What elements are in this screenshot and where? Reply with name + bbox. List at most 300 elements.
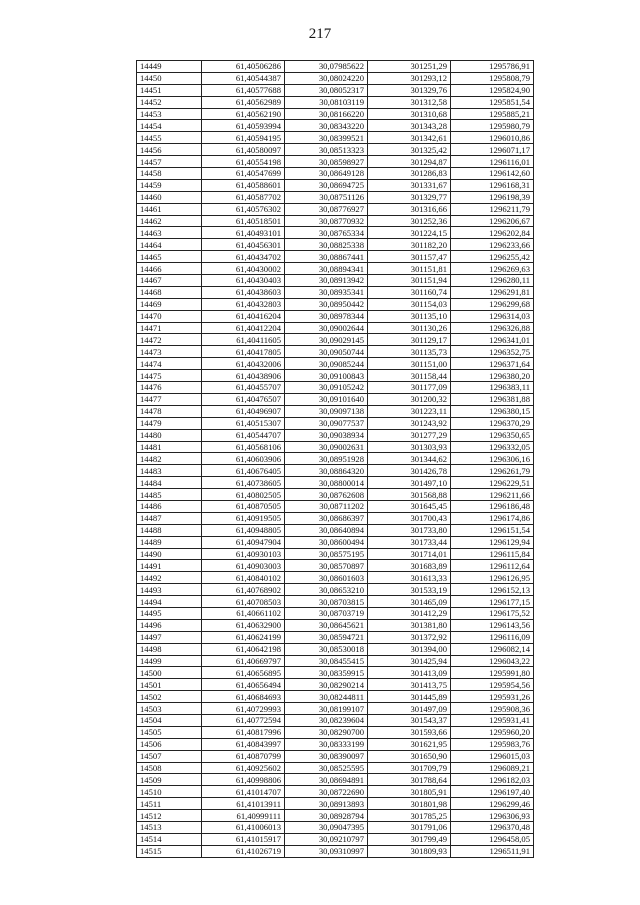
- table-row: [137, 286, 534, 298]
- latitude-cell: 61,40802505: [202, 489, 285, 501]
- latitude-cell: 61,40554198: [202, 156, 285, 168]
- table-row: [137, 334, 534, 346]
- table-row: [137, 465, 534, 477]
- y-coordinate-cell: 1296269,63: [451, 263, 534, 275]
- longitude-cell: 30,09002631: [285, 441, 368, 453]
- y-coordinate-cell: 1296175,52: [451, 607, 534, 619]
- latitude-cell: 61,40476507: [202, 393, 285, 405]
- latitude-cell: 61,40411605: [202, 334, 285, 346]
- longitude-cell: 30,08867441: [285, 251, 368, 263]
- latitude-cell: 61,40455707: [202, 382, 285, 394]
- y-coordinate-cell: 1296112,64: [451, 560, 534, 572]
- x-coordinate-cell: 301394,00: [368, 643, 451, 655]
- latitude-cell: 61,40919505: [202, 512, 285, 524]
- longitude-cell: 30,08694891: [285, 774, 368, 786]
- point-id-cell: 14512: [137, 810, 202, 822]
- latitude-cell: 61,40729993: [202, 703, 285, 715]
- table-row: [137, 584, 534, 596]
- latitude-cell: 61,40456301: [202, 239, 285, 251]
- longitude-cell: 30,08950442: [285, 298, 368, 310]
- latitude-cell: 61,40432803: [202, 298, 285, 310]
- coordinates-table-body: [137, 61, 534, 858]
- longitude-cell: 30,08800014: [285, 477, 368, 489]
- table-row: [137, 156, 534, 168]
- latitude-cell: 61,40948805: [202, 524, 285, 536]
- y-coordinate-cell: 1296129,94: [451, 536, 534, 548]
- table-row: [137, 762, 534, 774]
- longitude-cell: 30,08913893: [285, 798, 368, 810]
- x-coordinate-cell: 301160,74: [368, 286, 451, 298]
- point-id-cell: 14504: [137, 714, 202, 726]
- latitude-cell: 61,40624199: [202, 631, 285, 643]
- latitude-cell: 61,40903003: [202, 560, 285, 572]
- y-coordinate-cell: 1296332,05: [451, 441, 534, 453]
- latitude-cell: 61,40669797: [202, 655, 285, 667]
- y-coordinate-cell: 1296291,81: [451, 286, 534, 298]
- x-coordinate-cell: 301151,94: [368, 275, 451, 287]
- point-id-cell: 14473: [137, 346, 202, 358]
- x-coordinate-cell: 301543,37: [368, 714, 451, 726]
- x-coordinate-cell: 301243,92: [368, 417, 451, 429]
- x-coordinate-cell: 301344,62: [368, 453, 451, 465]
- table-row: [137, 405, 534, 417]
- longitude-cell: 30,08951928: [285, 453, 368, 465]
- longitude-cell: 30,09097138: [285, 405, 368, 417]
- longitude-cell: 30,09105242: [285, 382, 368, 394]
- table-row: [137, 548, 534, 560]
- latitude-cell: 61,41006013: [202, 822, 285, 834]
- longitude-cell: 30,08570897: [285, 560, 368, 572]
- latitude-cell: 61,40493101: [202, 227, 285, 239]
- longitude-cell: 30,08928794: [285, 810, 368, 822]
- latitude-cell: 61,40594195: [202, 132, 285, 144]
- point-id-cell: 14500: [137, 667, 202, 679]
- y-coordinate-cell: 1295808,79: [451, 72, 534, 84]
- x-coordinate-cell: 301413,09: [368, 667, 451, 679]
- table-row: [137, 441, 534, 453]
- latitude-cell: 61,40587702: [202, 191, 285, 203]
- x-coordinate-cell: 301805,91: [368, 786, 451, 798]
- latitude-cell: 61,40772594: [202, 714, 285, 726]
- table-row: [137, 560, 534, 572]
- point-id-cell: 14472: [137, 334, 202, 346]
- latitude-cell: 61,40870505: [202, 500, 285, 512]
- table-row: [137, 120, 534, 132]
- y-coordinate-cell: 1296115,84: [451, 548, 534, 560]
- table-row: [137, 512, 534, 524]
- longitude-cell: 30,08513323: [285, 144, 368, 156]
- table-row: [137, 346, 534, 358]
- point-id-cell: 14465: [137, 251, 202, 263]
- table-row: [137, 61, 534, 73]
- table-row: [137, 179, 534, 191]
- x-coordinate-cell: 301645,45: [368, 500, 451, 512]
- point-id-cell: 14489: [137, 536, 202, 548]
- point-id-cell: 14494: [137, 596, 202, 608]
- x-coordinate-cell: 301733,80: [368, 524, 451, 536]
- y-coordinate-cell: 1296306,93: [451, 810, 534, 822]
- table-row: [137, 227, 534, 239]
- latitude-cell: 61,40544707: [202, 429, 285, 441]
- longitude-cell: 30,08600494: [285, 536, 368, 548]
- point-id-cell: 14505: [137, 726, 202, 738]
- y-coordinate-cell: 1296182,03: [451, 774, 534, 786]
- longitude-cell: 30,08594721: [285, 631, 368, 643]
- latitude-cell: 61,40999111: [202, 810, 285, 822]
- y-coordinate-cell: 1296202,84: [451, 227, 534, 239]
- longitude-cell: 30,09038934: [285, 429, 368, 441]
- longitude-cell: 30,08653210: [285, 584, 368, 596]
- latitude-cell: 61,40506286: [202, 61, 285, 73]
- latitude-cell: 61,40656494: [202, 679, 285, 691]
- y-coordinate-cell: 1295991,80: [451, 667, 534, 679]
- y-coordinate-cell: 1296352,75: [451, 346, 534, 358]
- longitude-cell: 30,08765334: [285, 227, 368, 239]
- longitude-cell: 30,08694725: [285, 179, 368, 191]
- longitude-cell: 30,09210797: [285, 833, 368, 845]
- x-coordinate-cell: 301613,33: [368, 572, 451, 584]
- point-id-cell: 14487: [137, 512, 202, 524]
- point-id-cell: 14449: [137, 61, 202, 73]
- latitude-cell: 61,40588601: [202, 179, 285, 191]
- y-coordinate-cell: 1296380,20: [451, 370, 534, 382]
- table-row: [137, 655, 534, 667]
- y-coordinate-cell: 1296126,95: [451, 572, 534, 584]
- x-coordinate-cell: 301372,92: [368, 631, 451, 643]
- point-id-cell: 14458: [137, 168, 202, 180]
- coordinates-table: [136, 60, 534, 858]
- table-row: [137, 691, 534, 703]
- longitude-cell: 30,08762608: [285, 489, 368, 501]
- x-coordinate-cell: 301158,44: [368, 370, 451, 382]
- x-coordinate-cell: 301412,29: [368, 607, 451, 619]
- table-row: [137, 298, 534, 310]
- point-id-cell: 14497: [137, 631, 202, 643]
- x-coordinate-cell: 301497,09: [368, 703, 451, 715]
- x-coordinate-cell: 301224,15: [368, 227, 451, 239]
- x-coordinate-cell: 301497,10: [368, 477, 451, 489]
- y-coordinate-cell: 1296381,88: [451, 393, 534, 405]
- x-coordinate-cell: 301568,88: [368, 489, 451, 501]
- point-id-cell: 14478: [137, 405, 202, 417]
- x-coordinate-cell: 301621,95: [368, 738, 451, 750]
- point-id-cell: 14508: [137, 762, 202, 774]
- point-id-cell: 14513: [137, 822, 202, 834]
- point-id-cell: 14451: [137, 84, 202, 96]
- x-coordinate-cell: 301154,03: [368, 298, 451, 310]
- x-coordinate-cell: 301286,83: [368, 168, 451, 180]
- latitude-cell: 61,40434702: [202, 251, 285, 263]
- longitude-cell: 30,08103119: [285, 96, 368, 108]
- latitude-cell: 61,40544387: [202, 72, 285, 84]
- latitude-cell: 61,40438906: [202, 370, 285, 382]
- table-row: [137, 845, 534, 857]
- table-row: [137, 596, 534, 608]
- latitude-cell: 61,40515307: [202, 417, 285, 429]
- latitude-cell: 61,40817996: [202, 726, 285, 738]
- latitude-cell: 61,40603906: [202, 453, 285, 465]
- point-id-cell: 14509: [137, 774, 202, 786]
- longitude-cell: 30,08703719: [285, 607, 368, 619]
- longitude-cell: 30,08935341: [285, 286, 368, 298]
- point-id-cell: 14471: [137, 322, 202, 334]
- latitude-cell: 61,40412204: [202, 322, 285, 334]
- table-row: [137, 239, 534, 251]
- y-coordinate-cell: 1296314,03: [451, 310, 534, 322]
- longitude-cell: 30,08640894: [285, 524, 368, 536]
- point-id-cell: 14475: [137, 370, 202, 382]
- table-row: [137, 572, 534, 584]
- table-row: [137, 382, 534, 394]
- y-coordinate-cell: 1296255,42: [451, 251, 534, 263]
- table-row: [137, 310, 534, 322]
- table-row: [137, 453, 534, 465]
- point-id-cell: 14491: [137, 560, 202, 572]
- x-coordinate-cell: 301683,89: [368, 560, 451, 572]
- table-row: [137, 322, 534, 334]
- y-coordinate-cell: 1296082,14: [451, 643, 534, 655]
- point-id-cell: 14483: [137, 465, 202, 477]
- latitude-cell: 61,40632900: [202, 619, 285, 631]
- x-coordinate-cell: 301129,17: [368, 334, 451, 346]
- x-coordinate-cell: 301413,75: [368, 679, 451, 691]
- table-row: [137, 370, 534, 382]
- y-coordinate-cell: 1296299,68: [451, 298, 534, 310]
- latitude-cell: 61,40580097: [202, 144, 285, 156]
- y-coordinate-cell: 1296341,01: [451, 334, 534, 346]
- x-coordinate-cell: 301709,79: [368, 762, 451, 774]
- latitude-cell: 61,40576302: [202, 203, 285, 215]
- point-id-cell: 14459: [137, 179, 202, 191]
- y-coordinate-cell: 1296143,56: [451, 619, 534, 631]
- x-coordinate-cell: 301223,11: [368, 405, 451, 417]
- point-id-cell: 14510: [137, 786, 202, 798]
- latitude-cell: 61,40947904: [202, 536, 285, 548]
- y-coordinate-cell: 1296350,65: [451, 429, 534, 441]
- y-coordinate-cell: 1296511,91: [451, 845, 534, 857]
- y-coordinate-cell: 1296211,66: [451, 489, 534, 501]
- latitude-cell: 61,40998806: [202, 774, 285, 786]
- x-coordinate-cell: 301177,09: [368, 382, 451, 394]
- x-coordinate-cell: 301733,44: [368, 536, 451, 548]
- latitude-cell: 61,40432006: [202, 358, 285, 370]
- longitude-cell: 30,08894341: [285, 263, 368, 275]
- y-coordinate-cell: 1296370,48: [451, 822, 534, 834]
- x-coordinate-cell: 301593,66: [368, 726, 451, 738]
- table-row: [137, 524, 534, 536]
- latitude-cell: 61,40642198: [202, 643, 285, 655]
- y-coordinate-cell: 1296168,31: [451, 179, 534, 191]
- longitude-cell: 30,08290214: [285, 679, 368, 691]
- longitude-cell: 30,09085244: [285, 358, 368, 370]
- y-coordinate-cell: 1295954,56: [451, 679, 534, 691]
- longitude-cell: 30,08601603: [285, 572, 368, 584]
- y-coordinate-cell: 1296206,67: [451, 215, 534, 227]
- point-id-cell: 14474: [137, 358, 202, 370]
- point-id-cell: 14480: [137, 429, 202, 441]
- table-row: [137, 750, 534, 762]
- longitude-cell: 30,08978344: [285, 310, 368, 322]
- latitude-cell: 61,40547699: [202, 168, 285, 180]
- longitude-cell: 30,08390097: [285, 750, 368, 762]
- table-row: [137, 607, 534, 619]
- longitude-cell: 30,08751126: [285, 191, 368, 203]
- y-coordinate-cell: 1295824,90: [451, 84, 534, 96]
- x-coordinate-cell: 301329,76: [368, 84, 451, 96]
- longitude-cell: 30,08598927: [285, 156, 368, 168]
- table-row: [137, 144, 534, 156]
- x-coordinate-cell: 301801,98: [368, 798, 451, 810]
- x-coordinate-cell: 301277,29: [368, 429, 451, 441]
- table-row: [137, 215, 534, 227]
- x-coordinate-cell: 301465,09: [368, 596, 451, 608]
- y-coordinate-cell: 1295931,26: [451, 691, 534, 703]
- point-id-cell: 14482: [137, 453, 202, 465]
- latitude-cell: 61,41013911: [202, 798, 285, 810]
- y-coordinate-cell: 1296116,09: [451, 631, 534, 643]
- x-coordinate-cell: 301342,61: [368, 132, 451, 144]
- table-row: [137, 536, 534, 548]
- longitude-cell: 30,08239604: [285, 714, 368, 726]
- table-row: [137, 72, 534, 84]
- longitude-cell: 30,09029145: [285, 334, 368, 346]
- y-coordinate-cell: 1296211,79: [451, 203, 534, 215]
- longitude-cell: 30,08455415: [285, 655, 368, 667]
- y-coordinate-cell: 1295908,36: [451, 703, 534, 715]
- latitude-cell: 61,40562989: [202, 96, 285, 108]
- longitude-cell: 30,08645621: [285, 619, 368, 631]
- y-coordinate-cell: 1296151,54: [451, 524, 534, 536]
- x-coordinate-cell: 301533,19: [368, 584, 451, 596]
- y-coordinate-cell: 1296089,21: [451, 762, 534, 774]
- y-coordinate-cell: 1296233,66: [451, 239, 534, 251]
- table-row: [137, 417, 534, 429]
- table-row: [137, 132, 534, 144]
- latitude-cell: 61,40430403: [202, 275, 285, 287]
- latitude-cell: 61,40562190: [202, 108, 285, 120]
- point-id-cell: 14486: [137, 500, 202, 512]
- y-coordinate-cell: 1296177,15: [451, 596, 534, 608]
- page-number: 217: [308, 26, 332, 42]
- longitude-cell: 30,09101640: [285, 393, 368, 405]
- y-coordinate-cell: 1296383,11: [451, 382, 534, 394]
- latitude-cell: 61,40593994: [202, 120, 285, 132]
- latitude-cell: 61,40738605: [202, 477, 285, 489]
- x-coordinate-cell: 301294,87: [368, 156, 451, 168]
- table-row: [137, 108, 534, 120]
- longitude-cell: 30,08052317: [285, 84, 368, 96]
- latitude-cell: 61,40496907: [202, 405, 285, 417]
- point-id-cell: 14495: [137, 607, 202, 619]
- x-coordinate-cell: 301303,93: [368, 441, 451, 453]
- longitude-cell: 30,08343220: [285, 120, 368, 132]
- table-row: [137, 667, 534, 679]
- x-coordinate-cell: 301700,43: [368, 512, 451, 524]
- longitude-cell: 30,07985622: [285, 61, 368, 73]
- table-row: [137, 619, 534, 631]
- x-coordinate-cell: 301799,49: [368, 833, 451, 845]
- x-coordinate-cell: 301343,28: [368, 120, 451, 132]
- y-coordinate-cell: 1296458,05: [451, 833, 534, 845]
- y-coordinate-cell: 1295885,21: [451, 108, 534, 120]
- y-coordinate-cell: 1296371,64: [451, 358, 534, 370]
- point-id-cell: 14460: [137, 191, 202, 203]
- x-coordinate-cell: 301151,81: [368, 263, 451, 275]
- point-id-cell: 14502: [137, 691, 202, 703]
- x-coordinate-cell: 301135,73: [368, 346, 451, 358]
- table-row: [137, 703, 534, 715]
- y-coordinate-cell: 1296306,16: [451, 453, 534, 465]
- latitude-cell: 61,41014707: [202, 786, 285, 798]
- point-id-cell: 14463: [137, 227, 202, 239]
- longitude-cell: 30,08244811: [285, 691, 368, 703]
- table-row: [137, 168, 534, 180]
- point-id-cell: 14456: [137, 144, 202, 156]
- x-coordinate-cell: 301809,93: [368, 845, 451, 857]
- table-row: [137, 203, 534, 215]
- y-coordinate-cell: 1295960,20: [451, 726, 534, 738]
- y-coordinate-cell: 1296043,22: [451, 655, 534, 667]
- y-coordinate-cell: 1296326,88: [451, 322, 534, 334]
- point-id-cell: 14493: [137, 584, 202, 596]
- y-coordinate-cell: 1296197,40: [451, 786, 534, 798]
- point-id-cell: 14462: [137, 215, 202, 227]
- latitude-cell: 61,40417805: [202, 346, 285, 358]
- point-id-cell: 14481: [137, 441, 202, 453]
- point-id-cell: 14468: [137, 286, 202, 298]
- point-id-cell: 14467: [137, 275, 202, 287]
- latitude-cell: 61,41015917: [202, 833, 285, 845]
- latitude-cell: 61,40930103: [202, 548, 285, 560]
- longitude-cell: 30,08776927: [285, 203, 368, 215]
- table-row: [137, 251, 534, 263]
- table-row: [137, 714, 534, 726]
- table-row: [137, 798, 534, 810]
- latitude-cell: 61,40661102: [202, 607, 285, 619]
- x-coordinate-cell: 301785,25: [368, 810, 451, 822]
- latitude-cell: 61,40768902: [202, 584, 285, 596]
- y-coordinate-cell: 1296380,15: [451, 405, 534, 417]
- table-row: [137, 738, 534, 750]
- y-coordinate-cell: 1296229,51: [451, 477, 534, 489]
- table-row: [137, 726, 534, 738]
- point-id-cell: 14455: [137, 132, 202, 144]
- x-coordinate-cell: 301331,67: [368, 179, 451, 191]
- longitude-cell: 30,08290700: [285, 726, 368, 738]
- x-coordinate-cell: 301310,68: [368, 108, 451, 120]
- x-coordinate-cell: 301445,89: [368, 691, 451, 703]
- point-id-cell: 14470: [137, 310, 202, 322]
- point-id-cell: 14479: [137, 417, 202, 429]
- longitude-cell: 30,08913942: [285, 275, 368, 287]
- longitude-cell: 30,08333199: [285, 738, 368, 750]
- longitude-cell: 30,08703815: [285, 596, 368, 608]
- point-id-cell: 14492: [137, 572, 202, 584]
- longitude-cell: 30,08166220: [285, 108, 368, 120]
- latitude-cell: 61,40577688: [202, 84, 285, 96]
- x-coordinate-cell: 301251,29: [368, 61, 451, 73]
- point-id-cell: 14466: [137, 263, 202, 275]
- table-row: [137, 477, 534, 489]
- longitude-cell: 30,09002644: [285, 322, 368, 334]
- y-coordinate-cell: 1295983,76: [451, 738, 534, 750]
- x-coordinate-cell: 301252,36: [368, 215, 451, 227]
- x-coordinate-cell: 301293,12: [368, 72, 451, 84]
- latitude-cell: 61,40656895: [202, 667, 285, 679]
- longitude-cell: 30,08711202: [285, 500, 368, 512]
- latitude-cell: 61,40843997: [202, 738, 285, 750]
- point-id-cell: 14457: [137, 156, 202, 168]
